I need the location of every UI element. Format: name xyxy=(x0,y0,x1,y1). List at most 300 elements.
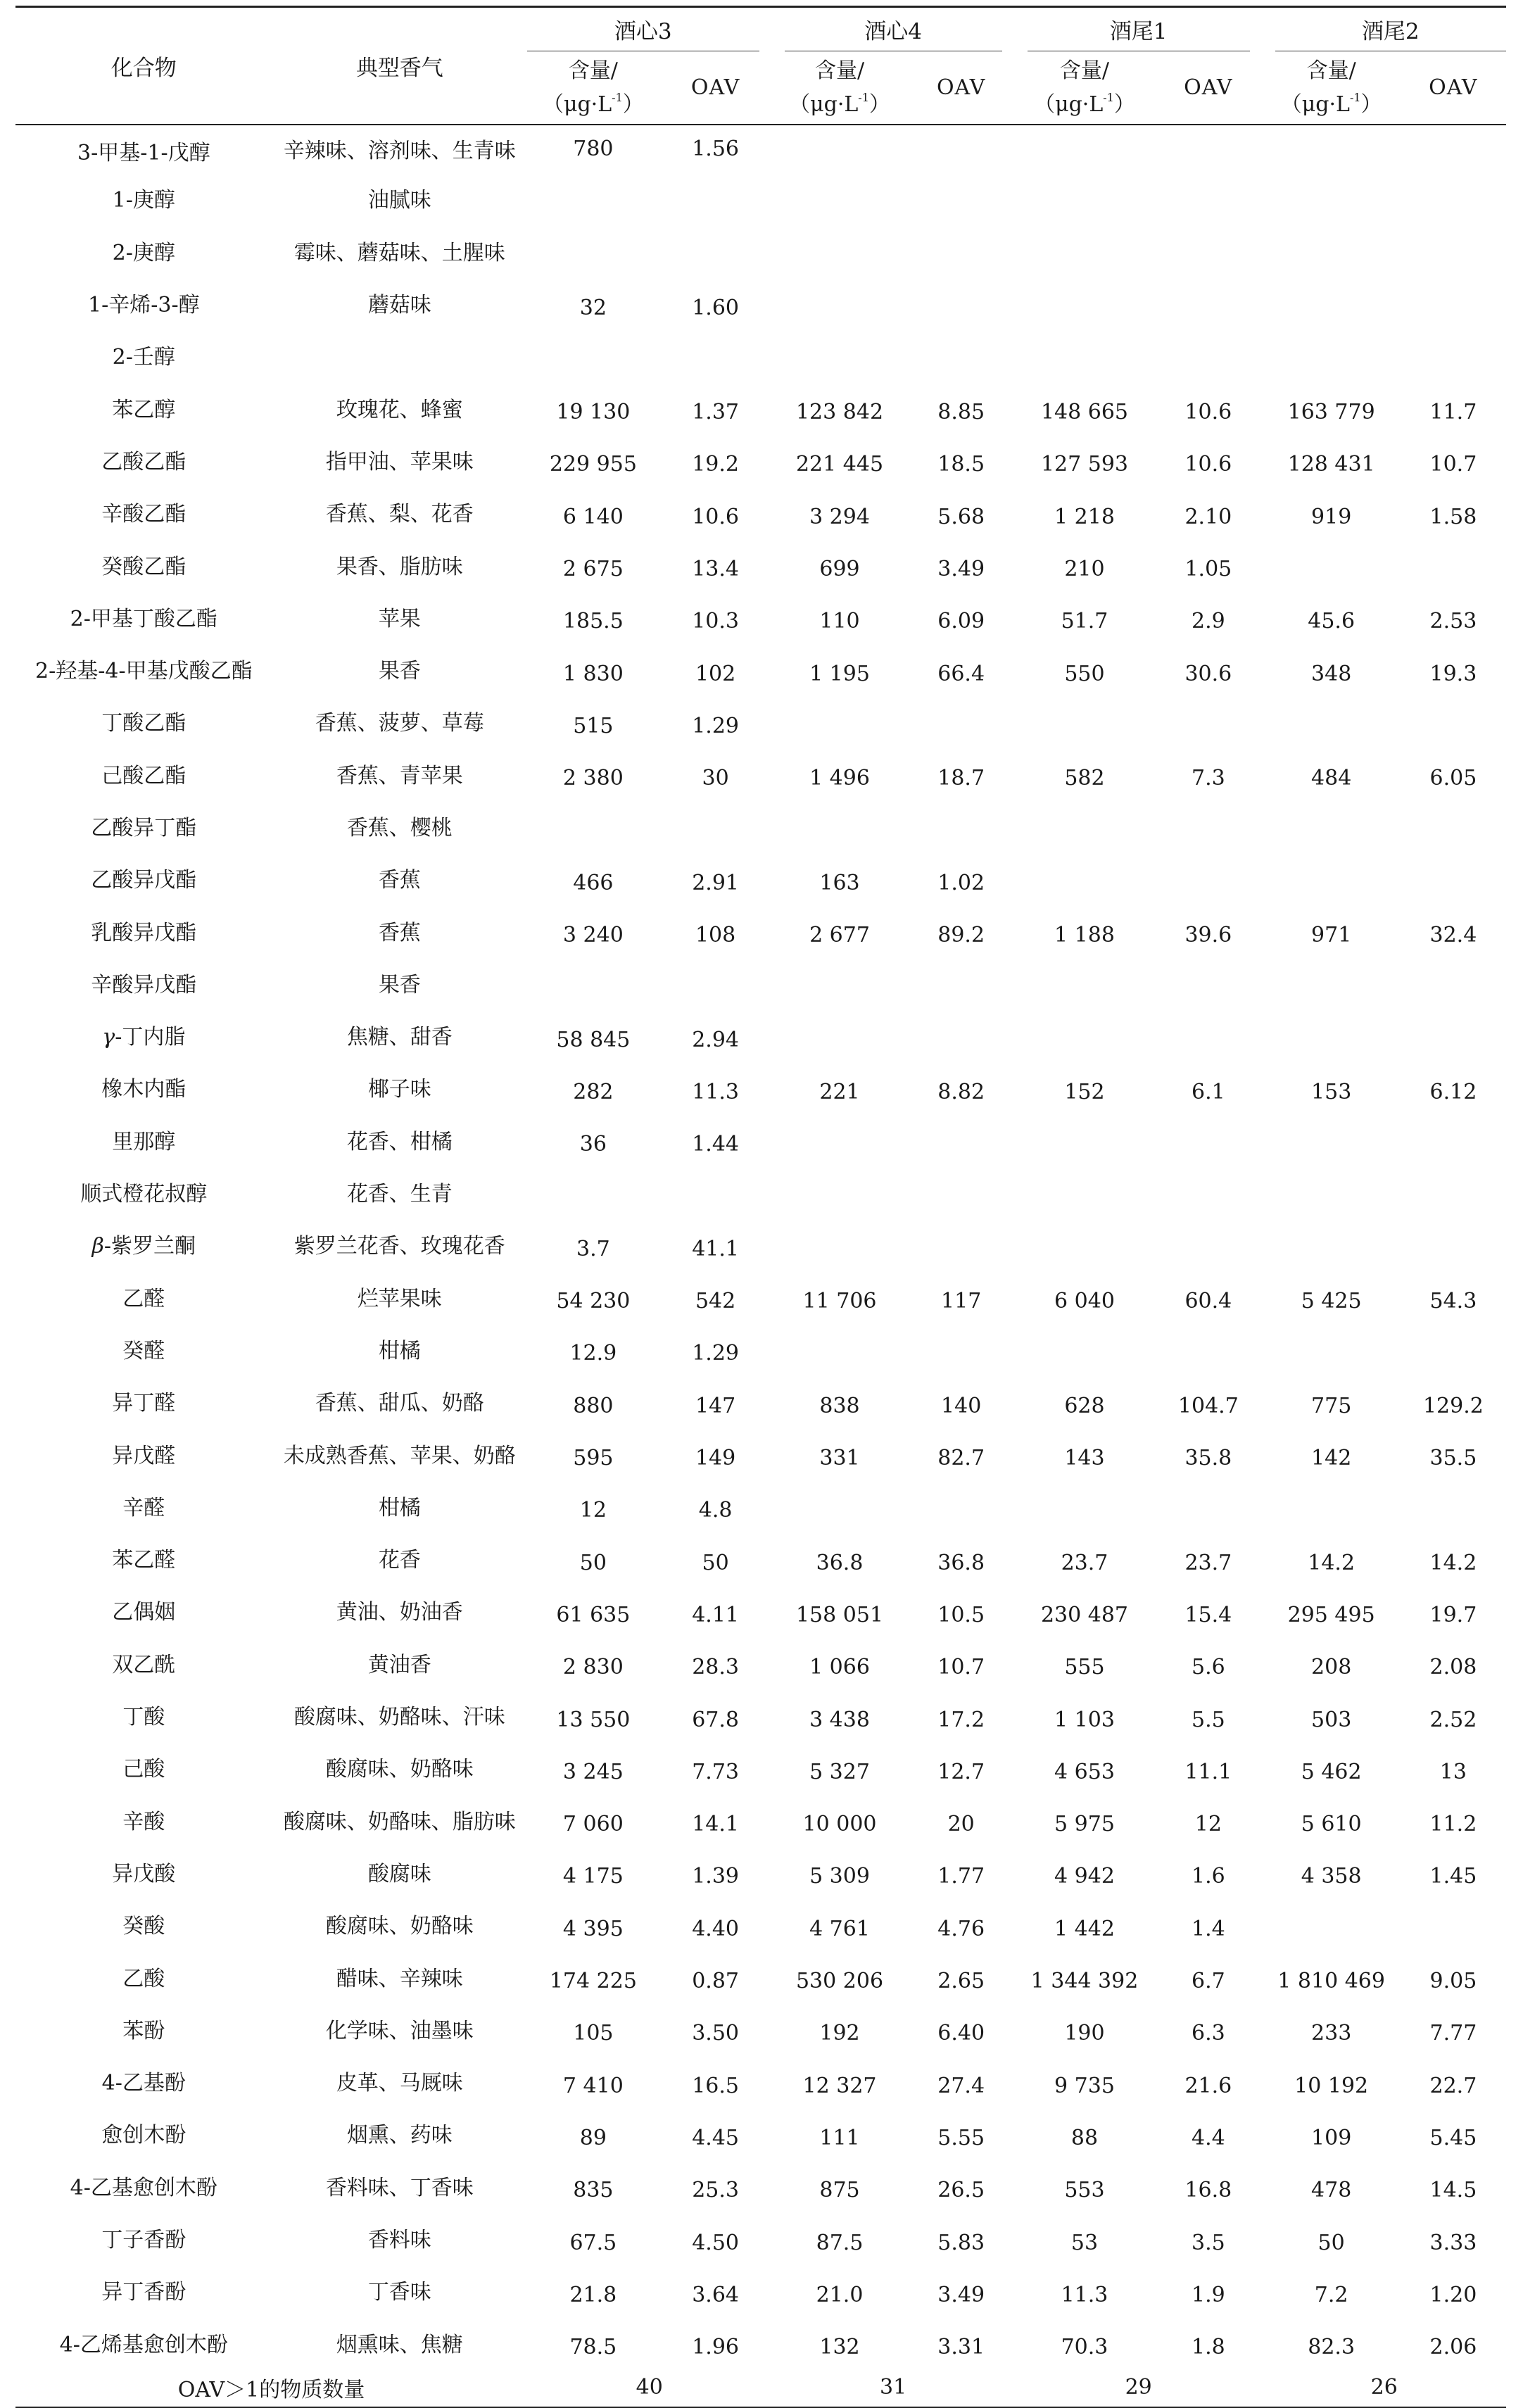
group-label: 酒尾2 xyxy=(1275,8,1506,51)
oav-value: 1.60 xyxy=(692,295,739,320)
content-value: 1 344 392 xyxy=(1030,1969,1139,1994)
oav-value: 0.87 xyxy=(692,1969,739,1994)
oav-value xyxy=(1401,172,1506,224)
table-row xyxy=(15,172,1506,224)
aroma-description: 指甲油、苹果味 xyxy=(325,449,474,474)
oav-value: 7.3 xyxy=(1191,766,1225,791)
aroma-description: 辛辣味、溶剂味、生青味 xyxy=(283,139,516,164)
content-value: 880 xyxy=(573,1393,614,1418)
compound-name: 癸酸 xyxy=(122,1914,165,1939)
content-value: 50 xyxy=(579,1550,607,1575)
content-value: 3 240 xyxy=(562,923,624,948)
compound-name: 乳酸异戊酯 xyxy=(91,920,197,945)
content-value: 10 000 xyxy=(802,1812,877,1837)
content-value: 295 495 xyxy=(1287,1602,1375,1627)
compound-name: 2-甲基丁酸乙酯 xyxy=(70,606,217,631)
content-value: 515 xyxy=(573,713,614,738)
aroma-description: 香料味、丁香味 xyxy=(325,2175,474,2200)
table-row xyxy=(15,2264,1506,2316)
oav-value: 1.44 xyxy=(692,1132,739,1157)
aroma-description: 香蕉、青苹果 xyxy=(336,763,463,788)
oav-value: 11.2 xyxy=(1429,1812,1477,1837)
oav-value xyxy=(1401,1898,1506,1950)
unit-label: $(\mu g\cdot L^{-1})$ xyxy=(1280,90,1382,117)
table-row xyxy=(15,2107,1506,2159)
table-row xyxy=(15,643,1506,695)
group-header xyxy=(1015,7,1263,52)
oav-value: 17.2 xyxy=(937,1707,985,1732)
aroma-description: 丁香味 xyxy=(367,2280,431,2305)
content-value: 13 550 xyxy=(556,1707,631,1732)
oav-value: 1.6 xyxy=(1191,1864,1225,1889)
table-container xyxy=(15,6,1506,2408)
oav-value: 12 xyxy=(1194,1812,1222,1837)
content-value: 3 245 xyxy=(562,1759,624,1784)
oav-value: 14.2 xyxy=(1429,1550,1477,1575)
oav-value: 2.06 xyxy=(1429,2335,1477,2360)
content-value xyxy=(1263,1898,1401,1950)
oav-value: 2.53 xyxy=(1429,609,1477,634)
content-value: 11 706 xyxy=(802,1289,877,1314)
table-row xyxy=(15,2212,1506,2264)
oav-value: 10.5 xyxy=(937,1602,985,1627)
content-value: 158 051 xyxy=(795,1602,884,1627)
oav-value xyxy=(1154,1114,1262,1166)
content-value: 835 xyxy=(573,2178,614,2203)
oav-value: 6.05 xyxy=(1429,766,1477,791)
oav-value xyxy=(1401,277,1506,329)
oav-value xyxy=(659,225,772,277)
content-value xyxy=(1015,1114,1154,1166)
aroma-description: 香蕉 xyxy=(378,868,421,893)
compound-name: 异丁香酚 xyxy=(101,2280,187,2305)
compound-name: 癸酸乙酯 xyxy=(101,554,187,579)
content-value: 3 294 xyxy=(809,504,870,529)
compound-name: 己酸乙酯 xyxy=(101,763,187,788)
content-value: 6 040 xyxy=(1054,1289,1115,1314)
aroma-description: 玫瑰花、蜂蜜 xyxy=(336,397,463,422)
oav-value xyxy=(1154,695,1262,747)
oav-value: 2.08 xyxy=(1429,1655,1477,1680)
content-value xyxy=(1263,277,1401,329)
oav-value: 10.6 xyxy=(1184,452,1232,477)
content-value: 67.5 xyxy=(569,2230,617,2255)
content-value xyxy=(527,329,659,381)
aroma-description: 酸腐味 xyxy=(367,1861,431,1886)
oav-value xyxy=(1154,277,1262,329)
oav-value xyxy=(908,1009,1015,1061)
compound-name: 橡木内酯 xyxy=(101,1077,187,1102)
content-value: 230 487 xyxy=(1040,1602,1129,1627)
content-value: 7.2 xyxy=(1314,2282,1348,2307)
aroma-description: 香蕉、菠萝、草莓 xyxy=(315,711,484,736)
table-row xyxy=(15,591,1506,643)
oav-value xyxy=(659,172,772,224)
oav-value: 4.11 xyxy=(692,1602,739,1627)
content-value: 21.8 xyxy=(569,2282,617,2307)
oav-value: 7.77 xyxy=(1429,2021,1477,2046)
table-row xyxy=(15,1323,1506,1375)
aroma-description: 蘑菇味 xyxy=(367,293,431,318)
table-row xyxy=(15,904,1506,956)
content-value xyxy=(1263,695,1401,747)
unit-label: $(\mu g\cdot L^{-1})$ xyxy=(1034,90,1135,117)
content-value: 36.8 xyxy=(816,1550,864,1575)
oav-value: 26.5 xyxy=(937,2178,985,2203)
content-value xyxy=(1015,852,1154,904)
oav-value xyxy=(1154,1480,1262,1532)
oav-value: 1.05 xyxy=(1184,557,1232,582)
oav-value xyxy=(908,1323,1015,1375)
aroma-description: 霉味、蘑菇味、土腥味 xyxy=(293,240,505,265)
oav-value xyxy=(1401,1114,1506,1166)
oav-value: 3.5 xyxy=(1191,2230,1225,2255)
aroma-description: 柑橘 xyxy=(378,1338,421,1363)
content-value xyxy=(527,225,659,277)
oav-value xyxy=(659,329,772,381)
table-row xyxy=(15,277,1506,329)
content-value: 111 xyxy=(819,2125,860,2150)
aroma-description: 皮革、马厩味 xyxy=(336,2071,463,2096)
table-row xyxy=(15,1427,1506,1479)
content-value: 105 xyxy=(573,2021,614,2046)
content-value: 163 xyxy=(819,870,860,895)
table-row xyxy=(15,434,1506,486)
content-value: 61 635 xyxy=(556,1602,631,1627)
content-label: 含量/ xyxy=(1059,58,1110,83)
aroma-description xyxy=(272,329,527,381)
oav-value xyxy=(908,172,1015,224)
compound-name: 丁酸 xyxy=(122,1705,165,1730)
header-group-row xyxy=(15,7,1506,52)
content-value: 10 192 xyxy=(1294,2073,1369,2098)
content-value: 530 206 xyxy=(795,1969,884,1994)
content-value xyxy=(772,329,908,381)
table-row xyxy=(15,1741,1506,1793)
oav-value: 104.7 xyxy=(1177,1393,1239,1418)
compound-name: 苯乙醇 xyxy=(112,397,176,422)
table-row xyxy=(15,748,1506,800)
content-value xyxy=(772,1009,908,1061)
compound-name: 乙酸异戊酯 xyxy=(91,868,197,893)
content-value: 1 830 xyxy=(562,661,624,686)
compound-name: 1-庚醇 xyxy=(112,188,175,213)
oav-value xyxy=(1154,1218,1262,1270)
table-row xyxy=(15,1532,1506,1584)
oav-value xyxy=(908,957,1015,1009)
oav-value: 22.7 xyxy=(1429,2073,1477,2098)
content-value: 142 xyxy=(1311,1446,1352,1471)
content-value xyxy=(1015,1480,1154,1532)
table-row xyxy=(15,1061,1506,1113)
oav-value: 4.8 xyxy=(698,1498,733,1523)
content-value: 132 xyxy=(819,2335,860,2360)
content-value: 88 xyxy=(1070,2125,1099,2150)
content-value: 628 xyxy=(1064,1393,1105,1418)
content-value xyxy=(1263,1114,1401,1166)
content-value: 174 225 xyxy=(549,1969,637,1994)
compound-name: 2-壬醇 xyxy=(112,345,175,370)
content-value: 12.9 xyxy=(569,1341,617,1366)
oav-value: 1.4 xyxy=(1191,1916,1225,1941)
aroma-description: 香料味 xyxy=(367,2228,431,2253)
oav-header: OAV xyxy=(1429,75,1478,100)
oav-value: 6.1 xyxy=(1191,1079,1225,1104)
content-value: 7 060 xyxy=(562,1812,624,1837)
content-value: 148 665 xyxy=(1040,400,1129,425)
oav-value: 18.5 xyxy=(937,452,985,477)
content-value: 19 130 xyxy=(556,400,631,425)
content-value: 54 230 xyxy=(556,1289,631,1314)
content-value: 4 175 xyxy=(562,1864,624,1889)
table-row xyxy=(15,1218,1506,1270)
oav-header: OAV xyxy=(936,75,986,100)
oav-value xyxy=(1401,1480,1506,1532)
oav-value: 3.49 xyxy=(937,2282,985,2307)
content-value: 971 xyxy=(1311,923,1352,948)
aroma-description: 花香、生青 xyxy=(346,1182,453,1207)
oav-value xyxy=(908,225,1015,277)
oav-value xyxy=(1154,172,1262,224)
content-value: 229 955 xyxy=(549,452,637,477)
content-value xyxy=(527,800,659,852)
table-row xyxy=(15,486,1506,538)
content-value: 875 xyxy=(819,2178,860,2203)
compound-name: 4-乙基愈创木酚 xyxy=(70,2175,217,2200)
oav-value: 3.31 xyxy=(937,2335,985,2360)
aroma-description: 香蕉、樱桃 xyxy=(346,816,453,840)
oav-value xyxy=(908,277,1015,329)
oav-value: 11.7 xyxy=(1429,400,1477,425)
oav-value: 1.29 xyxy=(692,1341,739,1366)
aroma-description: 果香 xyxy=(378,972,421,997)
oav-value: 5.55 xyxy=(937,2125,985,2150)
content-value: 5 462 xyxy=(1301,1759,1362,1784)
compound-name: 双乙酰 xyxy=(112,1652,176,1677)
oav-value: 4.76 xyxy=(937,1916,985,1941)
oav-value xyxy=(908,1166,1015,1218)
oav-value: 12.7 xyxy=(937,1759,985,1784)
aroma-description: 酸腐味、奶酪味、汗味 xyxy=(293,1705,505,1730)
oav-value: 8.85 xyxy=(937,400,985,425)
compound-name: 苯酚 xyxy=(122,2018,165,2043)
oav-value: 89.2 xyxy=(937,923,985,948)
content-value: 699 xyxy=(819,557,860,582)
oav-value: 102 xyxy=(695,661,736,686)
aroma-description: 果香 xyxy=(378,659,421,684)
content-value xyxy=(1015,695,1154,747)
content-value: 5 425 xyxy=(1301,1289,1362,1314)
content-value xyxy=(527,172,659,224)
group-header xyxy=(1263,7,1506,52)
content-value: 152 xyxy=(1064,1079,1105,1104)
content-value xyxy=(1015,125,1154,172)
content-value: 478 xyxy=(1311,2178,1352,2203)
aroma-description: 烟熏味、焦糖 xyxy=(336,2332,463,2357)
compound-name: γ-丁内脂 xyxy=(102,1025,186,1050)
content-value: 4 358 xyxy=(1301,1864,1362,1889)
content-value xyxy=(1263,1166,1401,1218)
content-value xyxy=(1015,277,1154,329)
content-unit-header xyxy=(1015,51,1154,125)
oav-value xyxy=(1154,329,1262,381)
table-row xyxy=(15,125,1506,172)
oav-value: 18.7 xyxy=(937,766,985,791)
oav-value: 1.29 xyxy=(692,713,739,738)
oav-value: 35.5 xyxy=(1429,1446,1477,1471)
compound-name: β-紫罗兰酮 xyxy=(91,1234,196,1259)
content-value: 82.3 xyxy=(1308,2335,1355,2360)
table-row xyxy=(15,852,1506,904)
oav-value: 1.02 xyxy=(937,870,985,895)
oav-value: 19.7 xyxy=(1429,1602,1477,1627)
oav-value xyxy=(1154,800,1262,852)
compound-name: 2-羟基-4-甲基戊酸乙酯 xyxy=(35,659,253,684)
content-value: 32 xyxy=(579,295,607,320)
compound-name: 乙偶姻 xyxy=(112,1600,176,1625)
content-value: 2 675 xyxy=(562,557,624,582)
compound-name: 里那醇 xyxy=(112,1129,176,1154)
content-value xyxy=(1263,1009,1401,1061)
content-value: 53 xyxy=(1070,2230,1099,2255)
oav-value: 3.33 xyxy=(1429,2230,1477,2255)
oav-value: 2.9 xyxy=(1191,609,1225,634)
content-value: 2 677 xyxy=(809,923,870,948)
unit-label: $(\mu g\cdot L^{-1})$ xyxy=(789,90,890,117)
oav-value: 66.4 xyxy=(937,661,985,686)
content-value: 143 xyxy=(1064,1446,1105,1471)
oav-value: 27.4 xyxy=(937,2073,985,2098)
oav-value: 10.6 xyxy=(1184,400,1232,425)
content-value xyxy=(527,1166,659,1218)
oav-value: 11.3 xyxy=(692,1079,739,1104)
oav-value: 10.3 xyxy=(692,609,739,634)
content-value: 348 xyxy=(1311,661,1352,686)
content-value: 89 xyxy=(579,2125,607,2150)
content-value xyxy=(1015,1323,1154,1375)
aroma-description: 花香、柑橘 xyxy=(346,1129,453,1154)
compound-name: 乙酸乙酯 xyxy=(101,449,187,474)
oav-value: 108 xyxy=(695,923,736,948)
content-value: 3.7 xyxy=(576,1236,610,1261)
content-value xyxy=(1015,329,1154,381)
table-row xyxy=(15,1689,1506,1741)
oav-value xyxy=(1401,1009,1506,1061)
aroma-description: 烂苹果味 xyxy=(357,1286,442,1311)
content-value: 5 610 xyxy=(1301,1812,1362,1837)
table-body xyxy=(15,125,1506,2407)
compound-name: 辛酸异戊酯 xyxy=(91,972,197,997)
summary-count: 31 xyxy=(772,2369,1015,2407)
oav-value: 11.1 xyxy=(1184,1759,1232,1784)
oav-value: 19.3 xyxy=(1429,661,1477,686)
aroma-description: 花香 xyxy=(378,1548,421,1573)
oav-header: OAV xyxy=(1184,75,1233,100)
oav-value: 129.2 xyxy=(1422,1393,1484,1418)
content-value xyxy=(1263,329,1401,381)
compound-name: 苯乙醛 xyxy=(112,1548,176,1573)
oav-value: 5.45 xyxy=(1429,2125,1477,2150)
summary-row xyxy=(15,2369,1506,2407)
aroma-description: 苹果 xyxy=(378,606,421,631)
content-value: 1 810 469 xyxy=(1277,1969,1385,1994)
oav-value: 1.96 xyxy=(692,2335,739,2360)
content-value: 190 xyxy=(1064,2021,1105,2046)
oav-value xyxy=(1401,1323,1506,1375)
content-value: 1 188 xyxy=(1054,923,1115,948)
oav-header: OAV xyxy=(690,75,740,100)
content-value: 14.2 xyxy=(1308,1550,1355,1575)
table-row xyxy=(15,2055,1506,2107)
content-value: 4 942 xyxy=(1054,1864,1115,1889)
table-row xyxy=(15,1898,1506,1950)
content-value: 127 593 xyxy=(1040,452,1129,477)
oav-value: 14.1 xyxy=(692,1812,739,1837)
oav-value xyxy=(1401,1166,1506,1218)
content-value: 163 779 xyxy=(1287,400,1375,425)
content-value: 1 496 xyxy=(809,766,870,791)
oav-value: 2.65 xyxy=(937,1969,985,1994)
oav-value xyxy=(1401,695,1506,747)
content-value xyxy=(1015,1009,1154,1061)
oav-value: 36.8 xyxy=(937,1550,985,1575)
oav-value: 30.6 xyxy=(1184,661,1232,686)
summary-count: 29 xyxy=(1015,2369,1263,2407)
oav-value: 9.05 xyxy=(1429,1969,1477,1994)
content-value xyxy=(772,225,908,277)
oav-value: 41.1 xyxy=(692,1236,739,1261)
oav-value xyxy=(908,1480,1015,1532)
unit-label: $(\mu g\cdot L^{-1})$ xyxy=(542,90,644,117)
content-value: 503 xyxy=(1311,1707,1352,1732)
oav-value: 25.3 xyxy=(692,2178,739,2203)
group-label: 酒心3 xyxy=(527,8,759,51)
oav-value: 16.8 xyxy=(1184,2178,1232,2203)
content-value: 210 xyxy=(1064,557,1105,582)
content-value xyxy=(772,1114,908,1166)
aroma-description: 醋味、辛辣味 xyxy=(336,1966,463,1991)
oav-value: 32.4 xyxy=(1429,923,1477,948)
oav-value: 2.91 xyxy=(692,870,739,895)
content-value xyxy=(772,1323,908,1375)
content-value: 21.0 xyxy=(816,2282,864,2307)
content-value xyxy=(772,277,908,329)
content-value xyxy=(1263,1323,1401,1375)
content-value: 550 xyxy=(1064,661,1105,686)
oav-value xyxy=(1401,852,1506,904)
group-label: 酒尾1 xyxy=(1028,8,1250,51)
content-value: 3 438 xyxy=(809,1707,870,1732)
compound-name: 癸醛 xyxy=(122,1338,165,1363)
table-row xyxy=(15,2003,1506,2055)
content-value: 45.6 xyxy=(1308,609,1355,634)
aroma-description: 酸腐味、奶酪味 xyxy=(325,1757,474,1782)
content-value xyxy=(527,957,659,1009)
content-value xyxy=(1015,1166,1154,1218)
table-row xyxy=(15,538,1506,590)
table-row xyxy=(15,1375,1506,1427)
content-value xyxy=(1263,225,1401,277)
aroma-description: 柑橘 xyxy=(378,1495,421,1520)
table-row xyxy=(15,1271,1506,1323)
content-value: 582 xyxy=(1064,766,1105,791)
oav-value xyxy=(1401,1218,1506,1270)
table-row xyxy=(15,695,1506,747)
oav-value: 5.5 xyxy=(1191,1707,1225,1732)
oav-value xyxy=(1154,225,1262,277)
oav-value: 28.3 xyxy=(692,1655,739,1680)
table-row xyxy=(15,2316,1506,2368)
